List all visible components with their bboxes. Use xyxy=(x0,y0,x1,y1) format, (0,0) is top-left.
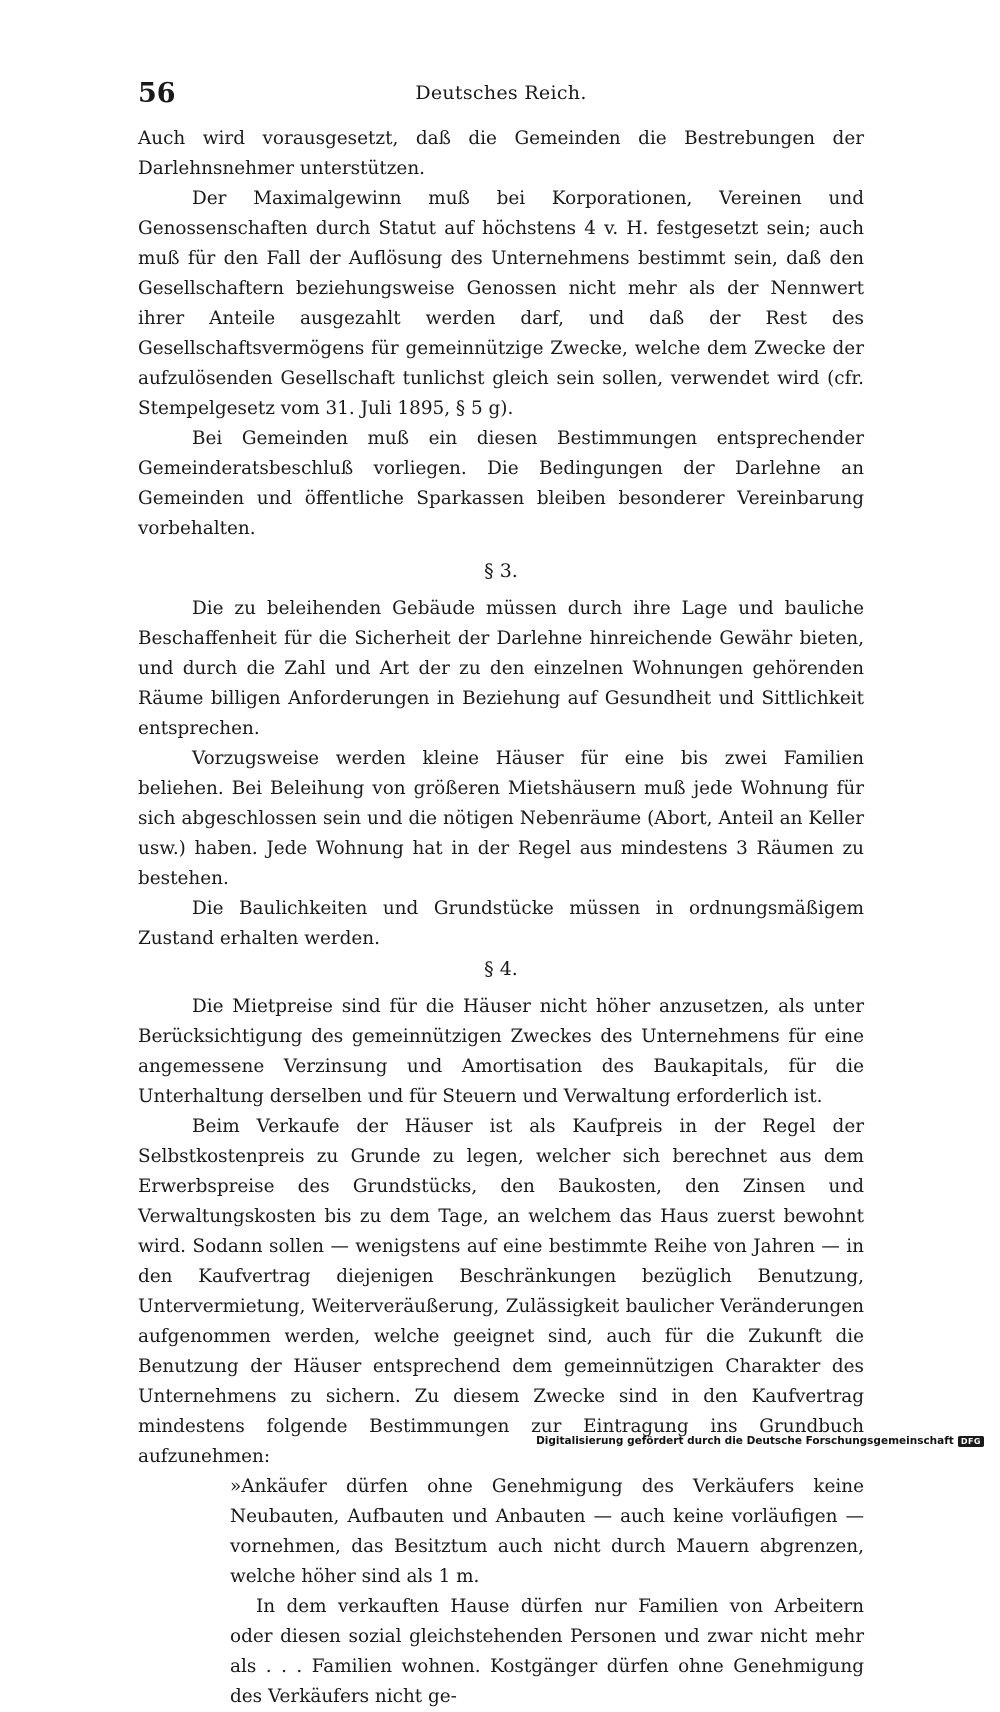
paragraph: Die zu beleihenden Gebäude müssen durch ihre Lage und bauliche Beschaffenheit für die Sicherheit der Darlehne hinreichende Gewähr bieten, und durch die Zahl und Art der zu den einzelnen Wohnungen gehörenden Räume billigen Anforderungen in Beziehung auf Gesundheit und Sittlichkeit entsprechen. xyxy=(138,598,864,739)
quote-paragraph: »Ankäufer dürfen ohne Genehmigung des Verkäufers keine Neubauten, Aufbauten und Anbauten — auch keine vorläufigen — vornehmen, das Besitztum auch nicht durch Mauern abgrenzen, welche höher sind als 1 m. xyxy=(230,1476,864,1587)
page-header xyxy=(138,78,864,112)
paragraph: Die Baulichkeiten und Grundstücke müssen in ordnungsmäßigem Zustand erhalten werden. xyxy=(138,898,864,949)
paragraph: Vorzugsweise werden kleine Häuser für eine bis zwei Familien beliehen. Bei Beleihung von größeren Mietshäusern muß jede Wohnung für sich abgeschlossen sein und die nötigen Nebenräume (Abort, Anteil an Keller usw.) haben. Jede Wohnung hat in der Regel aus mindestens 3 Räumen zu bestehen. xyxy=(138,748,864,889)
block-quote xyxy=(230,1472,864,1712)
section-heading-3: § 3. xyxy=(484,560,518,582)
paragraph: Bei Gemeinden muß ein diesen Bestimmungen entsprechender Gemeinderatsbeschluß vorliegen. Die Bedingungen der Darlehne an Gemeinden und öffentliche Sparkassen bleiben besonderer Vereinbarung vorbehalten. xyxy=(138,428,864,539)
quote-paragraph: In dem verkauften Hause dürfen nur Familien von Arbeitern oder diesen sozial gleichstehenden Personen und zwar nicht mehr als . . . Familien wohnen. Kostgänger dürfen ohne Genehmigung des Verkäufers nicht ge- xyxy=(230,1596,864,1707)
running-title: Deutsches Reich. xyxy=(415,82,587,104)
digitization-footer xyxy=(536,1435,984,1447)
paragraph: Beim Verkaufe der Häuser ist als Kaufpreis in der Regel der Selbstkostenpreis zu Grunde zu legen, welcher sich berechnet aus dem Erwerbspreise des Grundstücks, den Baukosten, den Zinsen und Verwaltungskosten bis zu dem Tage, an welchem das Haus zuerst bewohnt wird. Sodann sollen — wenigstens auf eine bestimmte Reihe von Jahren — in den Kaufvertrag diejenigen Beschränkungen bezüglich Benutzung, Untervermietung, Weiterveräußerung, Zulässigkeit baulicher Veränderungen aufgenommen werden, welche geeignet sind, auch für die Zukunft die Benutzung der Häuser entsprechend dem gemeinnützigen Charakter des Unternehmens zu sichern. Zu diesem Zwecke sind in den Kaufvertrag mindestens folgende Bestimmungen zur Eintragung ins Grundbuch aufzunehmen: xyxy=(138,1116,864,1467)
page-number: 56 xyxy=(138,78,176,109)
dfg-logo-icon: DFG xyxy=(958,1436,984,1447)
footer-text: Digitalisierung gefördert durch die Deutsche Forschungsgemeinschaft xyxy=(536,1435,954,1447)
page-body xyxy=(138,124,864,1712)
paragraph: Die Mietpreise sind für die Häuser nicht höher anzusetzen, als unter Berücksichtigung des gemeinnützigen Zweckes des Unternehmens für eine angemessene Verzinsung und Amortisation des Baukapitals, für die Unterhaltung derselben und für Steuern und Verwaltung erforderlich ist. xyxy=(138,996,864,1107)
paragraph: Auch wird vorausgesetzt, daß die Gemeinden die Bestrebungen der Darlehnsnehmer unterstützen. xyxy=(138,128,864,179)
paragraph: Der Maximalgewinn muß bei Korporationen, Vereinen und Genossenschaften durch Statut auf höchstens 4 v. H. festgesetzt sein; auch muß für den Fall der Auflösung des Unternehmens bestimmt sein, daß den Gesellschaftern beziehungsweise Genossen nicht mehr als der Nennwert ihrer Anteile ausgezahlt werden darf, und daß der Rest des Gesellschaftsvermögens für gemeinnützige Zwecke, welche dem Zwecke der aufzulösenden Gesellschaft tunlichst gleich sein sollen, verwendet wird (cfr. Stempelgesetz vom 31. Juli 1895, § 5 g). xyxy=(138,188,864,419)
section-heading-4: § 4. xyxy=(484,958,518,980)
